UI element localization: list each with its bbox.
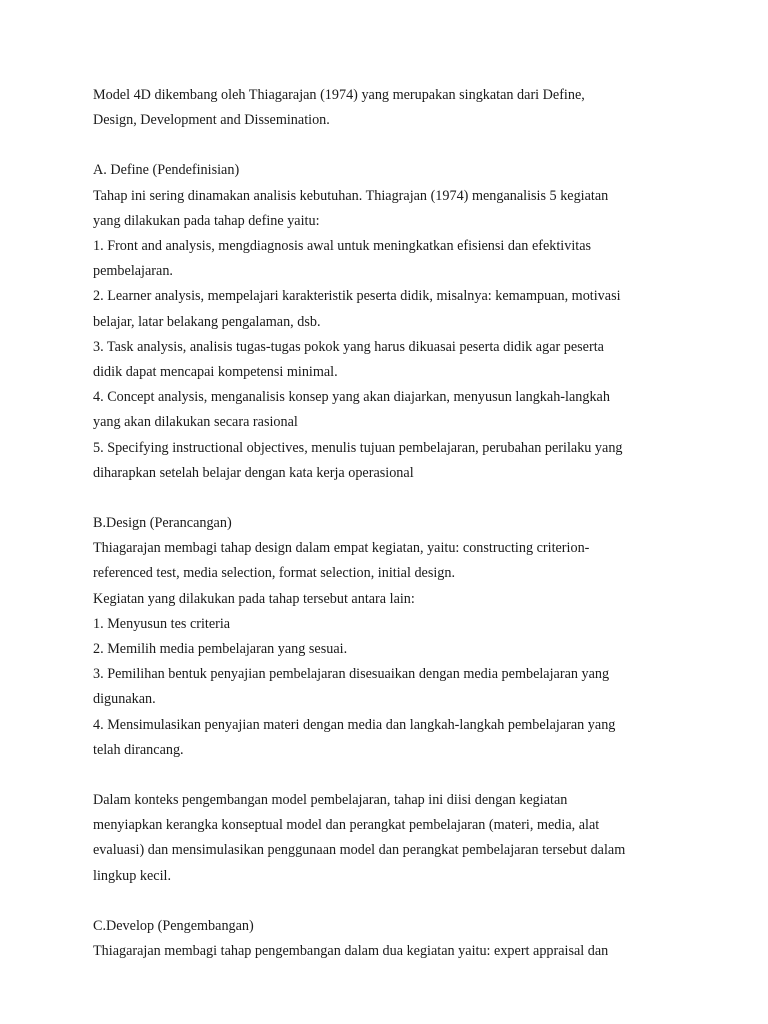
define-line: 2. Learner analysis, mempelajari karakteristik peserta didik, misalnya: kemampuan, motivasi xyxy=(93,288,621,305)
develop-heading: C.Develop (Pengembangan) xyxy=(93,917,254,934)
define-line: Tahap ini sering dinamakan analisis kebutuhan. Thiagrajan (1974) menganalisis 5 kegiatan xyxy=(93,187,609,204)
define-line: 3. Task analysis, analisis tugas-tugas pokok yang harus dikuasai peserta didik agar peserta xyxy=(93,338,604,355)
design-line: 2. Memilih media pembelajaran yang sesuai. xyxy=(93,641,348,658)
define-line: pembelajaran. xyxy=(93,263,173,280)
design-line: 1. Menyusun tes criteria xyxy=(93,615,231,632)
context-line: menyiapkan kerangka konseptual model dan perangkat pembelajaran (materi, media, alat xyxy=(93,817,600,834)
define-line: 5. Specifying instructional objectives, menulis tujuan pembelajaran, perubahan perilaku yang xyxy=(93,439,623,456)
define-line: yang akan dilakukan secara rasional xyxy=(93,414,298,431)
define-line: 4. Concept analysis, menganalisis konsep yang akan diajarkan, menyusun langkah-langkah xyxy=(93,389,610,406)
design-heading: B.Design (Perancangan) xyxy=(93,515,232,532)
intro-paragraph xyxy=(93,83,693,133)
design-line: Thiagarajan membagi tahap design dalam empat kegiatan, yaitu: constructing criterion- xyxy=(93,540,590,557)
document-page xyxy=(93,83,693,964)
define-line: 1. Front and analysis, mengdiagnosis awal untuk meningkatkan efisiensi dan efektivitas xyxy=(93,238,592,255)
define-line: belajar, latar belakang pengalaman, dsb. xyxy=(93,313,321,330)
design-line: referenced test, media selection, format selection, initial design. xyxy=(93,565,456,582)
design-line: Kegiatan yang dilakukan pada tahap tersebut antara lain: xyxy=(93,590,415,607)
context-line: lingkup kecil. xyxy=(93,867,172,884)
context-paragraph xyxy=(93,788,693,889)
define-line: yang dilakukan pada tahap define yaitu: xyxy=(93,212,320,229)
develop-line: Thiagarajan membagi tahap pengembangan dalam dua kegiatan yaitu: expert appraisal dan xyxy=(93,943,609,960)
intro-line: Design, Development and Dissemination. xyxy=(93,112,330,129)
define-section xyxy=(93,158,693,486)
design-line: digunakan. xyxy=(93,691,156,708)
intro-line: Model 4D dikembang oleh Thiagarajan (1974) yang merupakan singkatan dari Define, xyxy=(93,87,585,103)
define-heading: A. Define (Pendefinisian) xyxy=(93,162,240,179)
define-line: didik dapat mencapai kompetensi minimal. xyxy=(93,364,338,381)
context-line: evaluasi) dan mensimulasikan penggunaan model dan perangkat pembelajaran tersebut dalam xyxy=(93,842,626,859)
context-line: Dalam konteks pengembangan model pembelajaran, tahap ini diisi dengan kegiatan xyxy=(93,792,568,809)
design-line: 3. Pemilihan bentuk penyajian pembelajaran disesuaikan dengan media pembelajaran yang xyxy=(93,666,610,683)
design-section xyxy=(93,511,693,763)
develop-section xyxy=(93,914,693,964)
design-line: 4. Mensimulasikan penyajian materi dengan media dan langkah-langkah pembelajaran yang xyxy=(93,716,616,733)
define-line: diharapkan setelah belajar dengan kata kerja operasional xyxy=(93,464,414,481)
design-line: telah dirancang. xyxy=(93,741,184,758)
